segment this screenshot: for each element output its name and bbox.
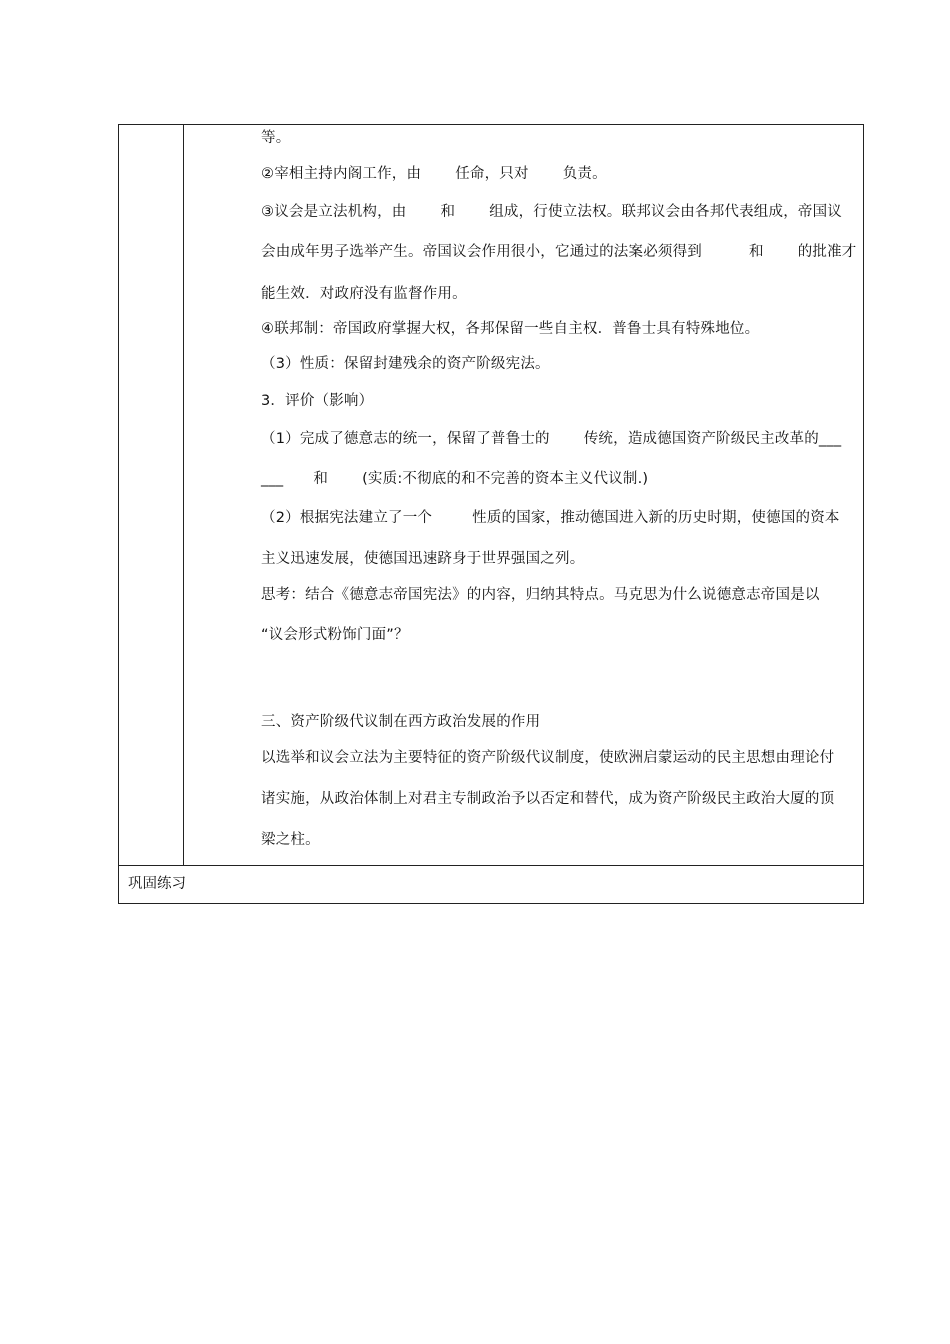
lesson-table: [118, 124, 864, 904]
text-line: 3．评价（影响）: [261, 393, 374, 409]
text-line: ③议会是立法机构，由 和 组成，行使立法权。联邦议会由各邦代表组成，帝国议: [261, 204, 843, 220]
text-line: （3）性质：保留封建残余的资产阶级宪法。: [261, 356, 550, 372]
left-label-cell: [119, 125, 184, 865]
text-line: 诸实施，从政治体制上对君主专制政治予以否定和替代，成为资产阶级民主政治大厦的顶: [261, 791, 835, 807]
text-line: ___ 和 (实质:不彻底的和不完善的资本主义代议制.): [261, 471, 649, 487]
text-line: 等。: [261, 130, 291, 146]
text-line: 梁之柱。: [261, 832, 320, 848]
text-line: 思考：结合《德意志帝国宪法》的内容，归纳其特点。马克思为什么说德意志帝国是以: [261, 587, 820, 603]
text-line: 能生效．对政府没有监督作用。: [261, 286, 467, 302]
text-line: 主义迅速发展，使德国迅速跻身于世界强国之列。: [261, 551, 585, 567]
section-heading: 三、资产阶级代议制在西方政治发展的作用: [261, 714, 541, 730]
practice-label: 巩固练习: [128, 876, 186, 892]
text-line: “议会形式粉饰门面”？: [261, 627, 409, 643]
text-line: ②宰相主持内阁工作，由 任命，只对 负责。: [261, 166, 607, 182]
content-row: [119, 125, 863, 866]
text-line: ④联邦制：帝国政府掌握大权，各邦保留一些自主权．普鲁士具有特殊地位。: [261, 321, 760, 337]
practice-row: [119, 866, 863, 903]
text-line: 会由成年男子选举产生。帝国议会作用很小，它通过的法案必须得到 和 的批准才: [261, 244, 857, 260]
text-line: （2）根据宪法建立了一个 性质的国家，推动德国进入新的历史时期，使德国的资本: [261, 510, 840, 526]
text-line: （1）完成了德意志的统一，保留了普鲁士的 传统，造成德国资产阶级民主改革的___: [261, 431, 842, 447]
text-line: 以选举和议会立法为主要特征的资产阶级代议制度，使欧洲启蒙运动的民主思想由理论付: [261, 750, 835, 766]
content-cell: [184, 125, 863, 865]
